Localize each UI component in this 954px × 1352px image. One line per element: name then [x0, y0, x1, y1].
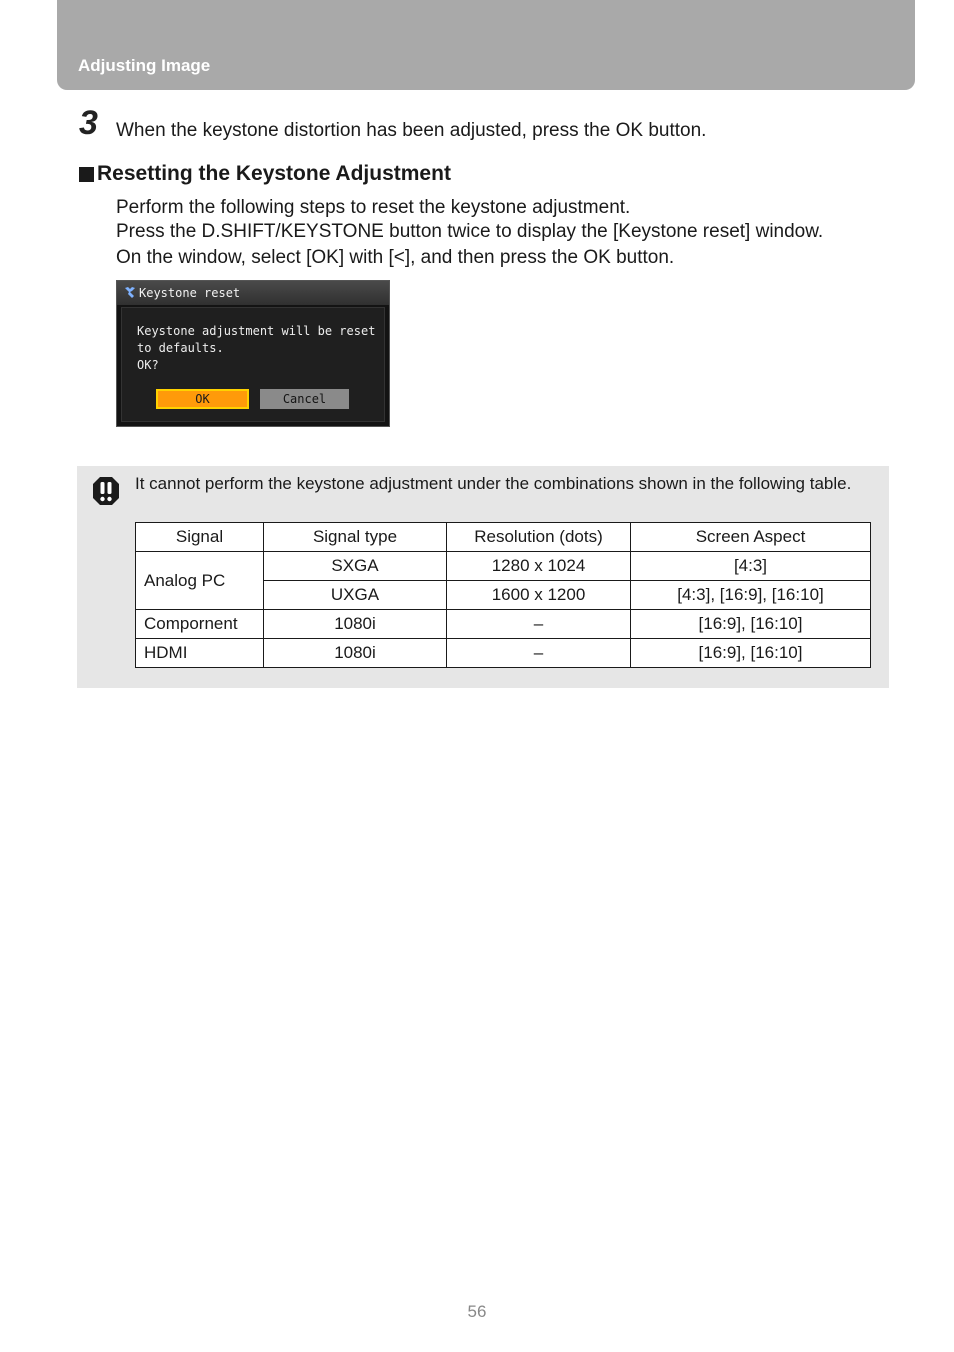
column-header: Signal	[136, 523, 264, 552]
section-heading-text: Resetting the Keystone Adjustment	[97, 162, 451, 185]
caution-note	[77, 466, 889, 688]
signal-cell: Analog PC	[136, 552, 264, 610]
signal-cell: HDMI	[136, 639, 264, 668]
column-header: Signal type	[264, 523, 447, 552]
instruction-line-2	[116, 221, 823, 243]
signal-type-cell: UXGA	[264, 581, 447, 610]
caution-text: It cannot perform the keystone adjustment under the combinations shown in the following table.	[135, 474, 852, 493]
resolution-cell: –	[447, 639, 631, 668]
signal-type-cell: SXGA	[264, 552, 447, 581]
osd-message-line-1: Keystone adjustment will be reset	[137, 324, 376, 338]
osd-message-line-3: OK?	[137, 358, 159, 372]
column-header: Screen Aspect	[631, 523, 871, 552]
wrench-icon	[123, 286, 137, 300]
instruction-line-3-post: button.	[610, 247, 675, 268]
ok-button[interactable]: OK	[156, 389, 249, 409]
ok-button-name: OK	[583, 247, 611, 268]
signal-cell: Compornent	[136, 610, 264, 639]
unsupported-combinations-table	[135, 522, 871, 668]
table-row	[136, 639, 871, 668]
column-header: Resolution (dots)	[447, 523, 631, 552]
section-heading	[79, 162, 451, 186]
cancel-button[interactable]: Cancel	[260, 389, 349, 409]
instruction-line-1: Perform the following steps to reset the keystone adjustment.	[116, 197, 631, 218]
header-bar	[57, 0, 915, 90]
keystone-reset-window	[116, 280, 390, 427]
table-header-row	[136, 523, 871, 552]
square-bullet-icon	[79, 167, 94, 182]
osd-titlebar	[117, 281, 389, 305]
aspect-cell: [4:3], [16:9], [16:10]	[631, 581, 871, 610]
table-row	[136, 610, 871, 639]
step-text: When the keystone distortion has been adjusted, press the OK button.	[116, 120, 707, 141]
signal-type-cell: 1080i	[264, 639, 447, 668]
dshift-keystone-button-name: D.SHIFT/KEYSTONE	[201, 221, 384, 242]
resolution-cell: 1600 x 1200	[447, 581, 631, 610]
step-number: 3	[79, 104, 98, 142]
resolution-cell: 1280 x 1024	[447, 552, 631, 581]
aspect-cell: [4:3]	[631, 552, 871, 581]
instruction-line-2-post: button twice to display the [Keystone reset] window.	[383, 221, 824, 242]
aspect-cell: [16:9], [16:10]	[631, 610, 871, 639]
page-number: 56	[467, 1302, 487, 1321]
table-row	[136, 552, 871, 581]
section-title: Adjusting Image	[78, 56, 211, 75]
caution-icon	[92, 476, 120, 506]
osd-message	[137, 323, 375, 374]
resolution-cell: –	[447, 610, 631, 639]
instruction-line-3	[116, 247, 674, 269]
signal-type-cell: 1080i	[264, 610, 447, 639]
osd-title: Keystone reset	[139, 286, 241, 300]
osd-message-line-2: to defaults.	[137, 341, 224, 355]
instruction-line-3-pre: On the window, select [OK] with [<], and then press the	[116, 247, 584, 268]
instruction-line-2-pre: Press the	[116, 221, 202, 242]
aspect-cell: [16:9], [16:10]	[631, 639, 871, 668]
